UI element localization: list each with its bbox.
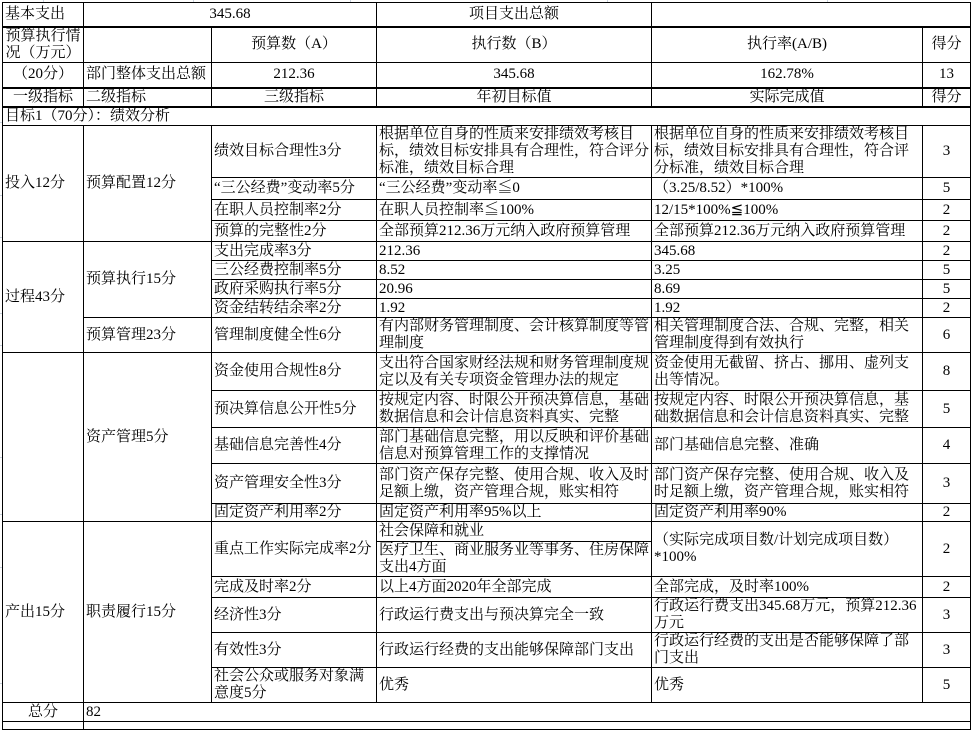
indicator-cell: 管理制度健全性6分 bbox=[212, 318, 377, 353]
level2-indicator-header: 二级指标 bbox=[84, 88, 212, 107]
actual-cell: 资金使用无截留、挤占、挪用、虚列支出等情况。 bbox=[652, 353, 923, 391]
table-row bbox=[3, 722, 971, 730]
table-row bbox=[3, 27, 971, 63]
actual-cell: 部门基础信息完整、准确 bbox=[652, 428, 923, 464]
goal1-banner: 目标1（70分）：绩效分析 bbox=[3, 107, 971, 126]
actual-cell: 全部完成，及时率100% bbox=[652, 577, 923, 598]
target-cell: 1.92 bbox=[377, 299, 652, 318]
actual-cell: 固定资产利用率90% bbox=[652, 504, 923, 522]
actual-cell: 优秀 bbox=[652, 668, 923, 703]
score-cell: 3 bbox=[923, 464, 971, 504]
table-row bbox=[3, 703, 971, 722]
target-cell: 行政运行费支出与预决算完全一致 bbox=[377, 598, 652, 633]
indicator-cell: 三公经费控制率5分 bbox=[212, 261, 377, 280]
score-header: 得分 bbox=[923, 27, 971, 63]
score-cell: 2 bbox=[923, 577, 971, 598]
table-row bbox=[3, 318, 971, 353]
indicator-cell: 有效性3分 bbox=[212, 633, 377, 668]
score-cell: 3 bbox=[923, 126, 971, 178]
basic-expenditure-value: 345.68 bbox=[84, 3, 377, 27]
score-cell: 2 bbox=[923, 200, 971, 221]
score-cell: 5 bbox=[923, 668, 971, 703]
execution-rate-value: 162.78% bbox=[652, 62, 923, 88]
empty-cell bbox=[3, 353, 84, 522]
actual-cell: 12/15*100%≦100% bbox=[652, 200, 923, 221]
target-cell: 按规定内容、时限公开预决算信息，基础数据信息和会计信息资料真实、完整 bbox=[377, 391, 652, 428]
indicator-cell: 资产管理安全性3分 bbox=[212, 464, 377, 504]
section-process-label: 过程43分 bbox=[3, 242, 84, 353]
indicator-cell: 预决算信息公开性5分 bbox=[212, 391, 377, 428]
subsection-asset-management-label: 资产管理5分 bbox=[84, 353, 212, 522]
table-row bbox=[3, 242, 971, 261]
score-header: 得分 bbox=[923, 88, 971, 107]
score-cell: 3 bbox=[923, 633, 971, 668]
indicator-cell: 基础信息完善性4分 bbox=[212, 428, 377, 464]
indicator-cell: 重点工作实际完成率2分 bbox=[212, 522, 377, 577]
target-cell: 在职人员控制率≦100% bbox=[377, 200, 652, 221]
target-cell: 部门资产保存完整、使用合规、收入及时足额上缴，资产管理合规，账实相符 bbox=[377, 464, 652, 504]
actual-cell: 3.25 bbox=[652, 261, 923, 280]
indicator-cell: 在职人员控制率2分 bbox=[212, 200, 377, 221]
actual-cell: 345.68 bbox=[652, 242, 923, 261]
indicator-cell: 政府采购执行率5分 bbox=[212, 280, 377, 299]
target-cell: 全部预算212.36万元纳入政府预算管理 bbox=[377, 221, 652, 242]
actual-cell: 行政运行经费的支出是否能够保障了部门支出 bbox=[652, 633, 923, 668]
score-cell: 2 bbox=[923, 221, 971, 242]
basic-expenditure-label: 基本支出 bbox=[3, 3, 84, 27]
indicator-cell: 社会公众或服务对象满意度5分 bbox=[212, 668, 377, 703]
score-cell: 5 bbox=[923, 280, 971, 299]
actual-value-header: 实际完成值 bbox=[652, 88, 923, 107]
indicator-cell: 绩效目标合理性3分 bbox=[212, 126, 377, 178]
target-cell: 部门基础信息完整，用以反映和评价基础信息对预算管理工作的支撑情况 bbox=[377, 428, 652, 464]
target-cell: “三公经费”变动率≦0 bbox=[377, 178, 652, 200]
table-row bbox=[3, 88, 971, 107]
score-cell: 5 bbox=[923, 178, 971, 200]
empty-cell bbox=[84, 722, 971, 730]
actual-cell: 行政运行费支出345.68万元，预算212.36万元 bbox=[652, 598, 923, 633]
performance-evaluation-table bbox=[2, 2, 971, 730]
subsection-duty-performance-label: 职责履行15分 bbox=[84, 522, 212, 703]
target-cell: 固定资产利用率95%以上 bbox=[377, 504, 652, 522]
project-expenditure-label: 项目支出总额 bbox=[377, 3, 652, 27]
table-row bbox=[3, 3, 971, 27]
actual-cell: 部门资产保存完整、使用合规、收入及时足额上缴，资产管理合规，账实相符 bbox=[652, 464, 923, 504]
subsection-budget-management-label: 预算管理23分 bbox=[84, 318, 212, 353]
target-cell: 优秀 bbox=[377, 668, 652, 703]
actual-cell: 全部预算212.36万元纳入政府预算管理 bbox=[652, 221, 923, 242]
score-cell: 6 bbox=[923, 318, 971, 353]
actual-cell: 根据单位自身的性质来安排绩效考核目标，绩效目标安排具有合理性，符合评分标准，绩效目标合理 bbox=[652, 126, 923, 178]
score-cell: 2 bbox=[923, 299, 971, 318]
empty-cell bbox=[3, 722, 84, 730]
table-body bbox=[3, 3, 971, 730]
target-cell: 有内部财务管理制度、会计核算制度等管理制度 bbox=[377, 318, 652, 353]
subsection-budget-allocation-label: 预算配置12分 bbox=[84, 126, 212, 242]
level3-indicator-header: 三级指标 bbox=[212, 88, 377, 107]
actual-cell: 8.69 bbox=[652, 280, 923, 299]
empty-cell bbox=[84, 27, 212, 63]
section-input-label: 投入12分 bbox=[3, 126, 84, 242]
target-cell: 根据单位自身的性质来安排绩效考核目标，绩效目标安排具有合理性，符合评分标准，绩效目标合理 bbox=[377, 126, 652, 178]
score-cell: 5 bbox=[923, 261, 971, 280]
target-cell: 20.96 bbox=[377, 280, 652, 299]
indicator-cell: 支出完成率3分 bbox=[212, 242, 377, 261]
actual-cell: 按规定内容、时限公开预决算信息，基础数据信息和会计信息资料真实、完整 bbox=[652, 391, 923, 428]
total-score-value: 82 bbox=[84, 703, 971, 722]
table-row bbox=[3, 353, 971, 391]
score-cell: 8 bbox=[923, 353, 971, 391]
indicator-cell: 资金结转结余率2分 bbox=[212, 299, 377, 318]
score-cell: 2 bbox=[923, 242, 971, 261]
score-cell: 2 bbox=[923, 522, 971, 577]
execution-amount-header: 执行数（B） bbox=[377, 27, 652, 63]
budget-execution-label: 预算执行情况（万元） bbox=[3, 27, 84, 63]
level1-indicator-header: 一级指标 bbox=[3, 88, 84, 107]
total-score-label: 总分 bbox=[3, 703, 84, 722]
section-output-label: 产出15分 bbox=[3, 522, 84, 703]
indicator-cell: 资金使用合规性8分 bbox=[212, 353, 377, 391]
execution-rate-header: 执行率(A/B) bbox=[652, 27, 923, 63]
execution-amount-value: 345.68 bbox=[377, 62, 652, 88]
score-cell: 2 bbox=[923, 504, 971, 522]
indicator-cell: 经济性3分 bbox=[212, 598, 377, 633]
score-cell: 13 bbox=[923, 62, 971, 88]
indicator-cell: “三公经费”变动率5分 bbox=[212, 178, 377, 200]
project-expenditure-value bbox=[652, 3, 971, 27]
table-row bbox=[3, 62, 971, 88]
target-cell: 行政运行经费的支出能够保障部门支出 bbox=[377, 633, 652, 668]
budget-amount-header: 预算数（A） bbox=[212, 27, 377, 63]
indicator-cell: 预算的完整性2分 bbox=[212, 221, 377, 242]
table-row bbox=[3, 522, 971, 542]
actual-cell: 1.92 bbox=[652, 299, 923, 318]
budget-amount-value: 212.36 bbox=[212, 62, 377, 88]
section-points-label: （20分） bbox=[3, 62, 84, 88]
indicator-cell: 固定资产利用率2分 bbox=[212, 504, 377, 522]
actual-cell: （实际完成项目数/计划完成项目数）*100% bbox=[652, 522, 923, 577]
dept-total-expenditure-label: 部门整体支出总额 bbox=[84, 62, 212, 88]
target-cell: 支出符合国家财经法规和财务管理制度规定以及有关专项资金管理办法的规定 bbox=[377, 353, 652, 391]
subsection-budget-execution-label: 预算执行15分 bbox=[84, 242, 212, 318]
target-cell: 212.36 bbox=[377, 242, 652, 261]
target-cell: 8.52 bbox=[377, 261, 652, 280]
score-cell: 5 bbox=[923, 391, 971, 428]
actual-cell: （3.25/8.52）*100% bbox=[652, 178, 923, 200]
target-value-header: 年初目标值 bbox=[377, 88, 652, 107]
target-cell: 以上4方面2020年全部完成 bbox=[377, 577, 652, 598]
score-cell: 4 bbox=[923, 428, 971, 464]
table-row bbox=[3, 126, 971, 178]
table-row bbox=[3, 107, 971, 126]
indicator-cell: 完成及时率2分 bbox=[212, 577, 377, 598]
actual-cell: 相关管理制度合法、合规、完整，相关管理制度得到有效执行 bbox=[652, 318, 923, 353]
target-cell: 医疗卫生、商业服务业等事务、住房保障支出4方面 bbox=[377, 542, 652, 577]
score-cell: 3 bbox=[923, 598, 971, 633]
target-cell: 社会保障和就业 bbox=[377, 522, 652, 542]
